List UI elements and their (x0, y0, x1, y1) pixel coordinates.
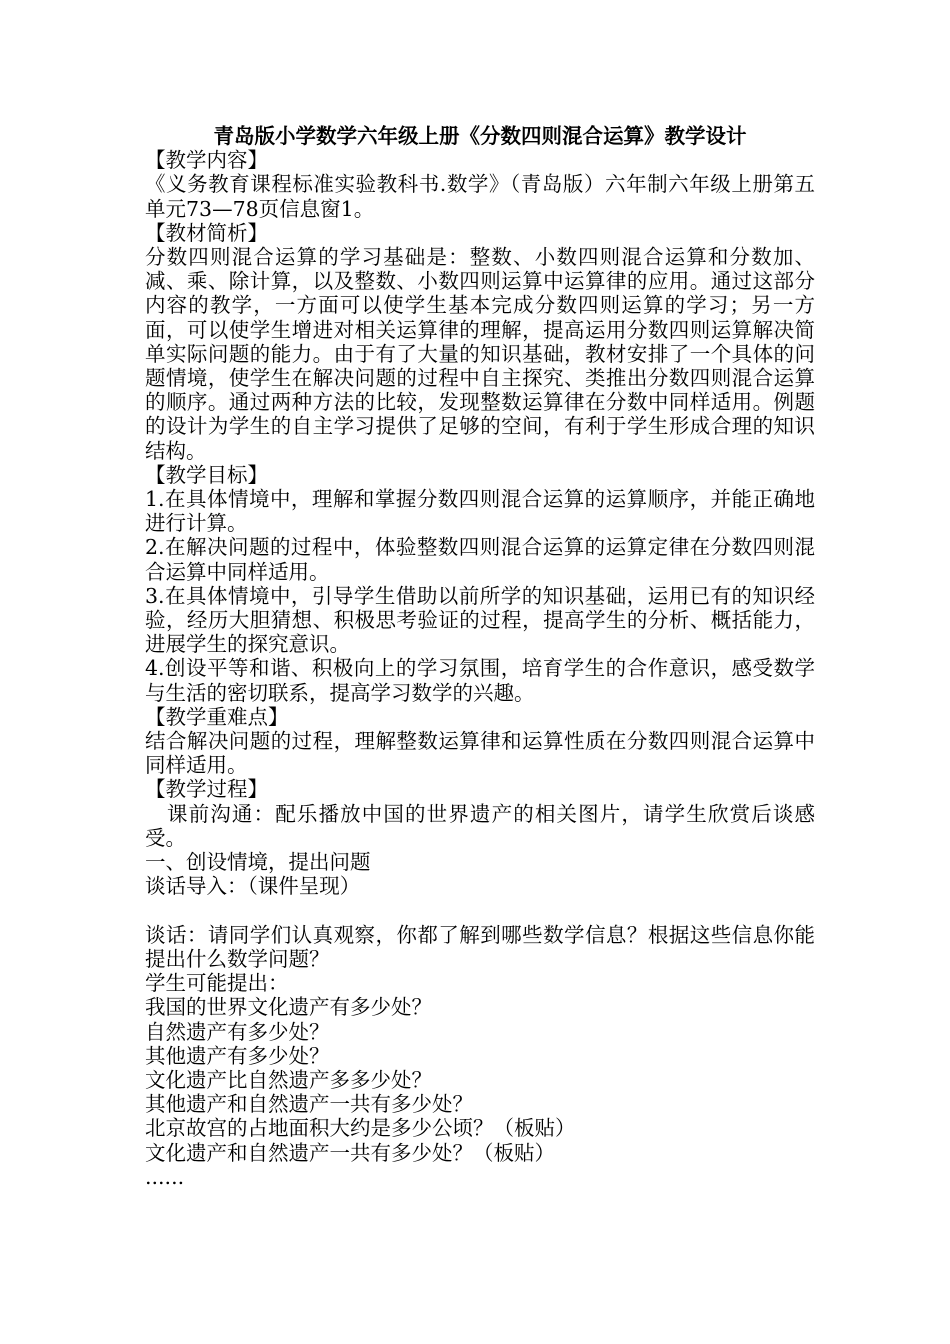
question-item: 文化遗产和自然遗产一共有多少处？（板贴） (145, 1140, 555, 1165)
document-title: 青岛版小学数学六年级上册《分数四则混合运算》教学设计 (213, 124, 747, 148)
question-ellipsis: ...... (145, 1164, 185, 1189)
content-text: 《义务教育课程标准实验教科书.数学》（青岛版）六年制六年级上册第五单元73—78页信息窗1。 (145, 172, 815, 221)
step-1-heading: 一、创设情境，提出问题 (145, 850, 371, 875)
goal-item-3: 3.在具体情境中，引导学生借助以前所学的知识基础，运用已有的知识经验，经历大胆猜想、积极思考验证的过程，提高学生的分析、概括能力，进展学生的探究意识。 (145, 583, 815, 657)
goal-item-1: 1.在具体情境中，理解和掌握分数四则混合运算的运算顺序，并能正确地进行计算。 (145, 487, 815, 536)
students-may-label: 学生可能提出： (145, 971, 289, 996)
blank-line (145, 899, 815, 923)
question-item: 北京故宫的占地面积大约是多少公顷？（板贴） (145, 1116, 576, 1141)
talk-intro: 谈话导入：（课件呈现） (145, 874, 361, 899)
goal-item-4: 4.创设平等和谐、积极向上的学习氛围，培育学生的合作意识，感受数学与生活的密切联系，提高学习数学的兴趣。 (145, 656, 815, 705)
document-page (145, 124, 815, 1189)
goal-item-2: 2.在解决问题的过程中，体验整数四则混合运算的运算定律在分数四则混合运算中同样适用。 (145, 535, 815, 584)
question-item: 我国的世界文化遗产有多少处？ (145, 995, 432, 1020)
question-item: 其他遗产和自然遗产一共有多少处？ (145, 1092, 473, 1117)
analysis-text: 分数四则混合运算的学习基础是：整数、小数四则混合运算和分数加、减、乘、除计算，以及整数、小数四则运算中运算律的应用。通过这部分内容的教学，一方面可以使学生基本完成分数四则运算的学习；另一方面，可以使学生增进对相关运算律的理解，提高运用分数四则运算解决简单实际问题的能力。由于有了大量的知识基础，教材安排了一个具体的问题情境，使学生在解决问题的过程中自主探究、类推出分数四则混合运算的顺序。通过两种方法的比较，发现整数运算律在分数中同样适用。例题的设计为学生的自主学习提供了足够的空间，有利于学生形成合理的知识结构。 (145, 245, 815, 463)
difficulty-heading: 【教学重难点】 (145, 704, 289, 729)
goals-heading: 【教学目标】 (145, 462, 268, 487)
process-heading: 【教学过程】 (145, 777, 268, 802)
question-item: 其他遗产有多少处？ (145, 1043, 330, 1068)
question-item: 文化遗产比自然遗产多多少处？ (145, 1067, 432, 1092)
process-intro: 课前沟通：配乐播放中国的世界遗产的相关图片，请学生欣赏后谈感受。 (145, 801, 815, 850)
difficulty-text: 结合解决问题的过程，理解整数运算律和运算性质在分数四则混合运算中同样适用。 (145, 729, 815, 778)
question-item: 自然遗产有多少处？ (145, 1019, 330, 1044)
content-heading: 【教学内容】 (145, 148, 268, 173)
analysis-heading: 【教材简析】 (145, 220, 268, 245)
talk-text: 谈话：请同学们认真观察，你都了解到哪些数学信息？根据这些信息你能提出什么数学问题？ (145, 922, 815, 971)
